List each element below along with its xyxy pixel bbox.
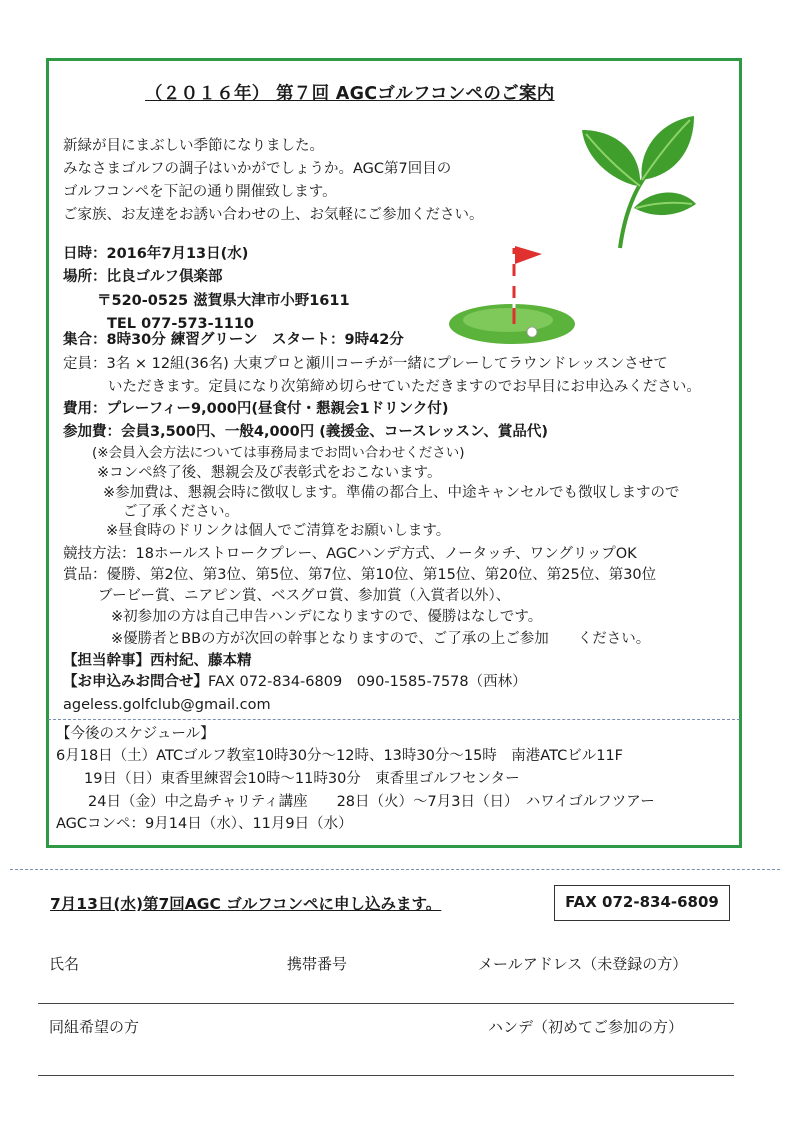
note-drink: ※昼食時のドリンクは個人でご清算をお願いします。 bbox=[106, 523, 451, 539]
intro-line: 新緑が目にまぶしい季節になりました。 bbox=[63, 138, 324, 154]
intro-line: みなさまゴルフの調子はいかがでしょうか。AGC第7回目の bbox=[63, 161, 452, 177]
group-handicap-field[interactable] bbox=[38, 1075, 734, 1076]
name-phone-email-field[interactable] bbox=[38, 1003, 734, 1004]
schedule-item: AGCコンペ：9月14日（水）、11月9日（水） bbox=[56, 816, 353, 832]
prizes-cont: ブービー賞、ニアピン賞、ベスグロ賞、参加賞（入賞者以外）、 bbox=[98, 588, 511, 604]
event-place: 場所：比良ゴルフ倶楽部 bbox=[63, 269, 223, 285]
contact-value: FAX 072-834-6809 090-1585-7578（西林） bbox=[208, 674, 527, 690]
handicap-label: ハンデ（初めてご参加の方） bbox=[488, 1018, 684, 1036]
golf-green-illustration bbox=[448, 240, 578, 345]
contact-label: 【お申込みお問合せ】 bbox=[63, 674, 208, 690]
schedule-heading: 【今後のスケジュール】 bbox=[56, 726, 215, 742]
name-label: 氏名 bbox=[49, 955, 80, 973]
schedule-item: 6月18日（土）ATCゴルフ教室10時30分～12時、13時30分～15時 南港ATCビル11F bbox=[56, 748, 624, 764]
prizes-note-organizer: ※優勝者とBBの方が次回の幹事となりますので、ご了承の上ご参加 ください。 bbox=[111, 631, 651, 647]
group-preference-label: 同組希望の方 bbox=[49, 1018, 140, 1036]
schedule-item: 24日（金）中之島チャリティ講座 28日（火）～7月3日（日） ハワイゴルフツアー bbox=[88, 794, 655, 810]
note-cancel: ※参加費は、懇親会時に徴収します。準備の都合上、中途キャンセルでも徴収しますので bbox=[103, 485, 680, 501]
prizes-note-first-timer: ※初参加の方は自己申告ハンデになりますので、優勝はなしです。 bbox=[111, 609, 543, 625]
note-party: ※コンペ終了後、懇親会及び表彰式をおこないます。 bbox=[97, 465, 442, 481]
note-cancel-cont: ご了承ください。 bbox=[123, 504, 239, 520]
intro-line: ご家族、お友達をお誘い合わせの上、お気軽にご参加ください。 bbox=[63, 207, 484, 223]
event-capacity-cont: いただきます。定員になり次第締め切らせていただきますのでお早目にお申込みください。 bbox=[108, 379, 701, 395]
event-entry-fee: 参加費：会員3,500円、一般4,000円 (義援金、コースレッスン、賞品代) bbox=[63, 424, 548, 440]
email-label: メールアドレス（未登録の方） bbox=[478, 955, 688, 973]
fax-number-box: FAX 072-834-6809 bbox=[554, 885, 730, 921]
contact-email[interactable]: ageless.golfclub@gmail.com bbox=[63, 697, 271, 713]
event-capacity: 定員：3名 × 12組(36名) 大東プロと瀬川コーチが一緒にプレーしてラウンドレッスンさせて bbox=[63, 356, 668, 372]
event-tel: TEL 077-573-1110 bbox=[107, 316, 255, 332]
application-statement: 7月13日(水)第7回AGC ゴルフコンペに申し込みます。 bbox=[50, 895, 442, 913]
contact bbox=[63, 673, 527, 692]
event-address: 〒520-0525 滋賀県大津市小野1611 bbox=[97, 293, 350, 309]
event-meeting: 集合：8時30分 練習グリーン スタート：9時42分 bbox=[63, 332, 404, 348]
section-divider bbox=[48, 719, 740, 720]
leaf-illustration bbox=[572, 108, 700, 250]
prizes: 賞品：優勝、第2位、第3位、第5位、第7位、第10位、第15位、第20位、第25位、第30位 bbox=[63, 567, 657, 583]
schedule-item: 19日（日）東香里練習会10時～11時30分 東香里ゴルフセンター bbox=[84, 771, 520, 787]
phone-label: 携帯番号 bbox=[287, 955, 348, 973]
cut-line bbox=[10, 869, 780, 870]
note-membership: (※会員入会方法については事務局までお問い合わせください) bbox=[92, 445, 465, 461]
competition-method: 競技方法：18ホールストロークプレー、AGCハンデ方式、ノータッチ、ワングリップOK bbox=[63, 546, 637, 562]
intro-line: ゴルフコンペを下記の通り開催致します。 bbox=[63, 184, 337, 200]
organizer: 【担当幹事】西村紀、藤本精 bbox=[63, 653, 252, 669]
event-fee: 費用：プレーフィー9,000円(昼食付・懇親会1ドリンク付) bbox=[63, 401, 449, 417]
event-date: 日時：2016年7月13日(水) bbox=[63, 246, 249, 262]
page-title: （２０１６年） 第７回 AGCゴルフコンペのご案内 bbox=[145, 84, 555, 104]
